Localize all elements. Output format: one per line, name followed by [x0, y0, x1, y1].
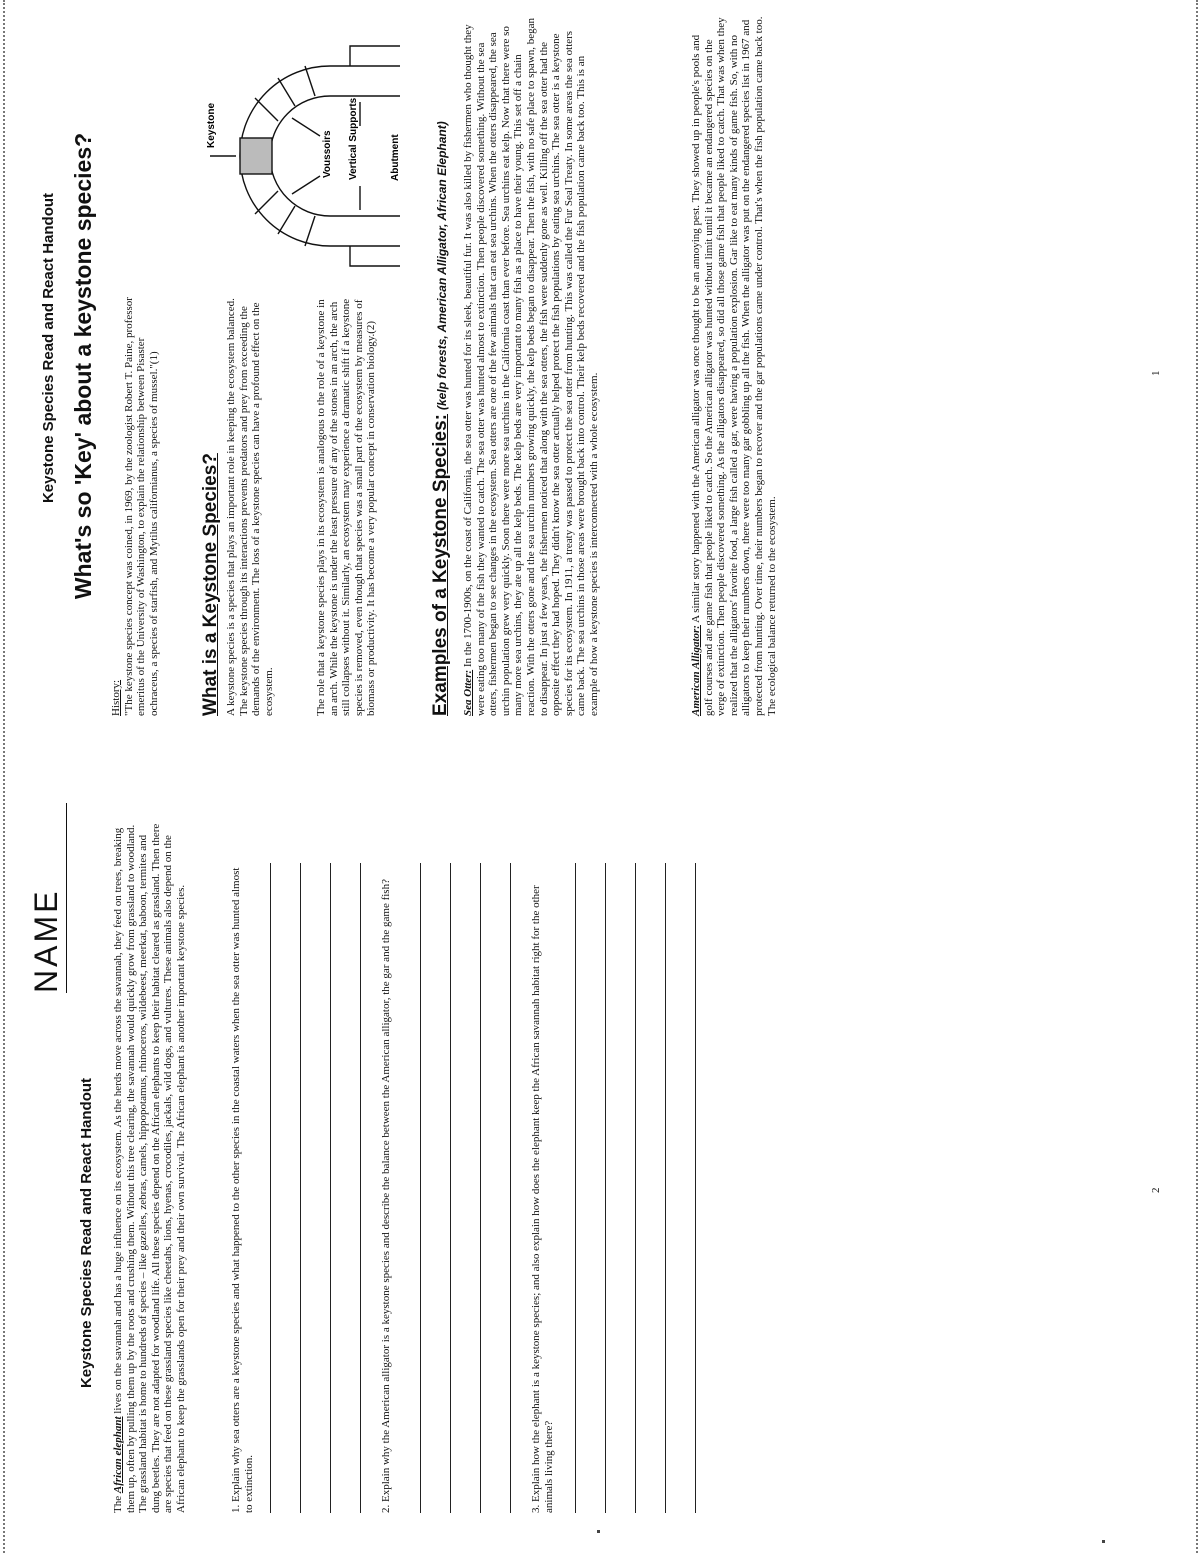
scan-speck — [1102, 1540, 1105, 1543]
analogy-text: The role that a keystone species plays in its ecosystem is analogous to the role of a keystone in an arch. While the keystone is under the least pressure of any of the stones in an arch, the arch still collapses without it. Similarly, an ecosystem may experience a dramatic shift if a keystone species is removed, even though that species was a small part of the ecosystem by measures of biomass or productivity. It has become a very popular concept in conservation biology.(2) — [315, 298, 378, 716]
page-2-content — [0, 790, 1200, 1553]
page-number: 2 — [1150, 1187, 1162, 1193]
history-section — [110, 296, 160, 716]
answer-line[interactable] — [420, 863, 421, 1513]
alligator-section — [690, 16, 778, 716]
alligator-label: American Alligator: — [690, 625, 702, 716]
answer-line[interactable] — [450, 863, 451, 1513]
name-line — [66, 803, 67, 993]
examples-heading-row — [430, 16, 452, 716]
answer-line[interactable] — [695, 863, 696, 1513]
page-1-content — [0, 0, 1200, 776]
answer-line[interactable] — [665, 863, 666, 1513]
page-number: 1 — [1150, 370, 1162, 376]
answer-line[interactable] — [360, 863, 361, 1513]
name-label: NAME — [28, 888, 64, 993]
answer-line[interactable] — [510, 863, 511, 1513]
vertical-supports-label: Vertical Supports — [348, 97, 359, 180]
question-1: 1. Explain why sea otters are a keystone species and what happened to the other species in the coastal waters when the sea otter was hunted almost to extinction. — [230, 867, 255, 1513]
page-title: What's so 'Key' about a keystone species? — [70, 132, 96, 600]
sea-otter-label: Sea Otter: — [462, 669, 474, 716]
abutment-label: Abutment — [390, 134, 401, 181]
answer-line[interactable] — [480, 863, 481, 1513]
elephant-section — [112, 823, 188, 1513]
answer-line[interactable] — [605, 863, 606, 1513]
elephant-label: African elephant — [112, 1416, 124, 1494]
answer-line[interactable] — [270, 863, 271, 1513]
scan-speck — [597, 1530, 600, 1533]
page-2-header: Keystone Species Read and React Handout — [78, 1077, 95, 1389]
examples-heading: Examples of a Keystone Species: — [430, 413, 451, 716]
keystone-label: Keystone — [206, 102, 217, 148]
question-2: 2. Explain why the American alligator is a keystone species and describe the balance between the American alligator, the gar and the game fish? — [380, 879, 392, 1513]
history-text: "The keystone species concept was coined, in 1969, by the zoologist Robert T. Paine, professor emeritus of the University of Washington, to explain the relationship between Pisaster ochraceus, a species of starfish, and Mytilus californianus, a species of mussel."(1) — [122, 297, 160, 716]
history-heading: History: — [110, 679, 122, 716]
answer-line[interactable] — [635, 863, 636, 1513]
sea-otter-section — [462, 16, 601, 716]
elephant-text: lives on the savannah and has a huge influence on its ecosystem. As the herds move across the savannah, they feed on trees, breaking them up, often by pulling them up by the roots and crushing them. Without this tree clearing, the savannah would quickly grow from grassland to woodland. The grassland habitat is home to hundreds of species – like gazelles, zebras, camels, hippopotamus, rhinoceros, wildebeest, meerkat, baboon, termites and dung beetles. They are not adapted for woodland life. All these species depend on the African elephants to keep their habitat cleared as grassland. Then there are species that feed on these grassland species like cheetahs, lions, hyenas, crocodiles, jackals, wild dogs, and vultures. These animals also depend on the African elephant to keep the grasslands open for their prey and their own survival. The African elephant is another important keystone species. — [112, 823, 187, 1513]
alligator-text: A similar story happened with the American alligator was once thought to be an annoying pest. They showed up in people's pools and golf courses and ate game fish that people liked to catch. So the American alligator was hunted without limit until it became an endangered species on the verge of extinction. Then people discovered something. As the alligators disappeared, so did all those game fish that people liked to catch. That was when they realized that the alligators' favorite food, a large fish called a gar, were having a population explosion. Gar like to eat many kinds of game fish. So, with no alligators to keep their numbers down, there were too many gar gobbling up all the fish. When the alligator was put on the endangered species list in 1967 and protected from hunting. Over time, their numbers began to recover and the gar populations came under control. That's when the fish population came back too. The ecological balance returned to the ecosystem. — [690, 16, 778, 716]
answer-line[interactable] — [575, 863, 576, 1513]
page-1-header: Keystone Species Read and React Handout — [40, 192, 57, 504]
elephant-intro: The — [112, 1495, 124, 1513]
answer-line[interactable] — [330, 863, 331, 1513]
question-3: 3. Explain how the elephant is a keystone species; and also explain how does the elephant keep the African savannah habitat right for the other animals living there? — [530, 885, 555, 1513]
definition-text: A keystone species is a species that plays an important role in keeping the ecosystem balanced. The keystone species through its interactions prevents predators and prey from exceeding the demands of the environment. The loss of a keystone species can have a profound effect on the ecosystem. — [225, 298, 275, 716]
arch-diagram — [200, 26, 415, 286]
voussoirs-label: Voussoirs — [322, 130, 333, 178]
sea-otter-text: In the 1700-1900s, on the coast of California, the sea otter was hunted for its sleek, beautiful fur. It was also killed by fishermen who thought they were eating too many of the fish they wanted to catch. The sea otter was hunted almost to extinction. Then people discovered something. Without the sea otters, fishermen began to see changes in the ecosystem. Sea otters are one of the few animals that can eat sea urchins. When the otters disappeared, the sea urchin population grew very quickly. Soon there were more sea urchins in the California coast than ever before. Sea urchins eat kelp. Now that there were so many more sea urchins, they ate up all the kelp beds. The kelp beds are very important to many fish as a place to have their young. This set off a chain reaction. With the otters gone and the sea urchin numbers growing quickly, the kelp beds began to disappear. Then the fish, with no safe place to spawn, began to disappear. In just a few years, the fishermen noticed that along with the sea otters, the fish were suddenly gone as well. Killing off the sea otter had the opposite effect they had hoped. They didn't know the sea otter actually helped protect the fish populations by eating sea urchins. The sea otter is a keystone species for its ecosystem. In 1911, a treaty was passed to protect the sea otter from hunting. This was called the Fur Seal Treaty. In some areas the sea otters came back. The sea urchins in those areas were brought back into control. Their kelp beds recovered and the fish population came back too. This is an example of how a keystone species is interconnected with a whole ecosystem. — [462, 18, 600, 716]
what-is-heading: What is a Keystone Species? — [200, 453, 221, 716]
examples-subheading: (kelp forests, American Alligator, African Elephant) — [435, 121, 449, 410]
answer-line[interactable] — [300, 863, 301, 1513]
